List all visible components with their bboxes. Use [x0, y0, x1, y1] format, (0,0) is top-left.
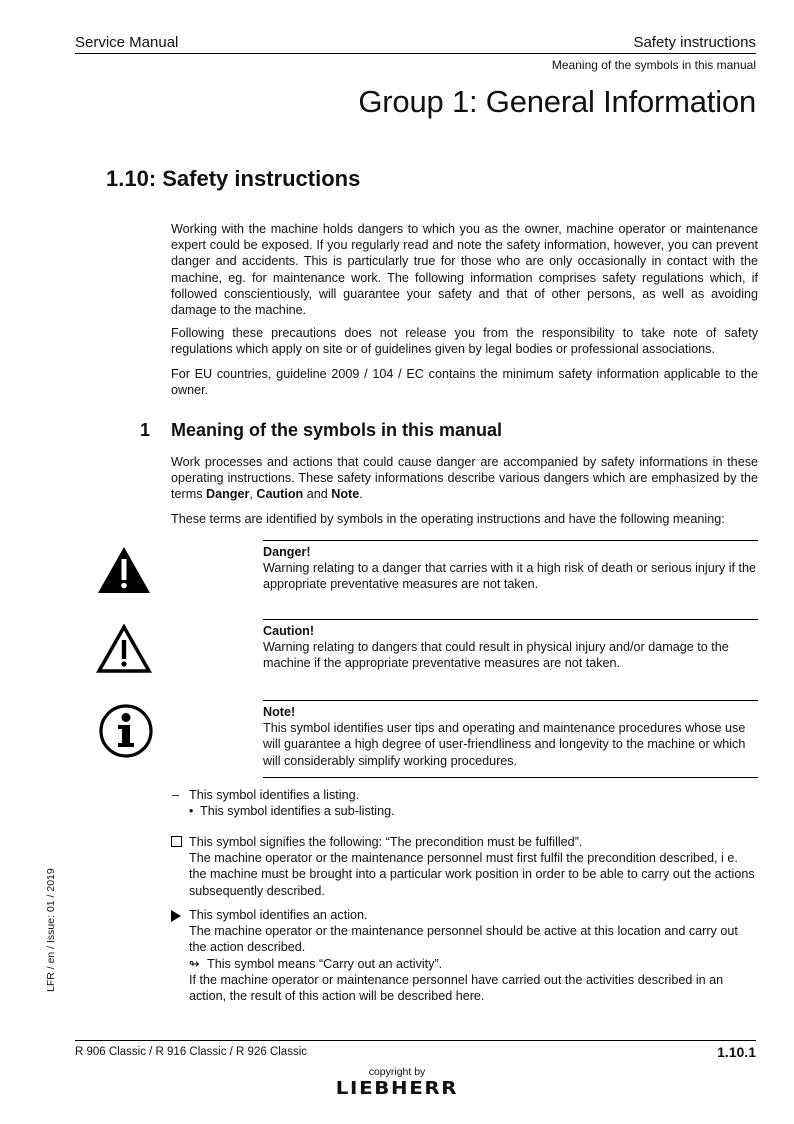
separator: , — [249, 487, 257, 502]
caution-title: Caution! — [263, 624, 315, 638]
note-text: This symbol identifies user tips and operating and maintenance procedures whose use will guarantee a high degree of user-friendliness and longevity to the machine or which will considerably simplify working procedures. — [263, 721, 746, 768]
section-title: 1.10: Safety instructions — [106, 166, 361, 191]
sublisting-bullet: • — [189, 804, 194, 818]
action-text — [189, 907, 758, 1004]
subsection-title: Meaning of the symbols in this manual — [171, 420, 503, 440]
group-title: Group 1: General Information — [358, 84, 756, 119]
side-issue-text: LFR / en / Issue: 01 / 2019 — [45, 868, 57, 992]
danger-block — [263, 540, 758, 593]
footer-models: R 906 Classic / R 916 Classic / R 926 Classic — [75, 1046, 307, 1058]
action-line-2: The machine operator or the maintenance personnel should be active at this location and carry out the action described. — [189, 924, 738, 955]
action-result — [189, 956, 758, 972]
term-danger: Danger — [205, 487, 250, 502]
precondition-line-2: The machine operator or the maintenance personnel must first fulfil the precondition described, i e. the machine must be brought into a particular work position in order to be able to carry out the actions subsequently described. — [189, 851, 755, 898]
precondition-line-1: This symbol signifies the following: “The precondition must be fulfilled”. — [189, 835, 583, 849]
symbols-bottom-rule — [263, 777, 758, 778]
term-caution: Caution — [256, 487, 304, 502]
result-arrow-icon: ↬ — [189, 956, 200, 971]
intro-paragraph-3: For EU countries, guideline 2009 / 104 / EC contains the minimum safety information applicable to the owner. — [171, 367, 758, 398]
note-title: Note! — [263, 705, 296, 719]
danger-title: Danger! — [263, 545, 311, 559]
sublisting-text: This symbol identifies a sub-listing. — [200, 804, 395, 818]
subsection-paragraph-2: These terms are identified by symbols in the operating instructions and have the following meaning: — [171, 512, 725, 526]
header-rule — [75, 53, 756, 54]
action-arrow-icon — [171, 910, 181, 922]
header-manual-title: Service Manual — [75, 34, 179, 51]
paragraph-end: . — [359, 487, 363, 502]
caution-text: Warning relating to dangers that could result in physical injury and/or damage to the machine if the appropriate preventative measures are not taken. — [263, 640, 729, 671]
action-line-3: If the machine operator or maintenance personnel have carried out the activities described in an action, the result of this action will be described here. — [189, 972, 724, 1004]
checkbox-square-icon — [171, 836, 182, 847]
action-line-1: This symbol identifies an action. — [189, 908, 368, 922]
precondition-text — [189, 834, 758, 899]
subsection-number: 1 — [140, 420, 151, 440]
listing-text: This symbol identifies a listing. — [189, 788, 360, 802]
intro-paragraph-1: Working with the machine holds dangers to which you as the owner, machine operator or maintenance expert could be exposed. If you regularly read and note the safety information, however, you can prevent danger and accidents. This is particularly true for those who are only occasionally in contact with the machine, eg. for maintenance work. The following information comprises safety regulations which, if followed conscientiously, will guarantee your safety and that of other persons, as well as avoiding damage to the machine. — [171, 222, 758, 318]
subsection-paragraph-1 — [171, 454, 758, 503]
caution-warning-triangle-outline-icon — [96, 624, 152, 674]
danger-warning-triangle-filled-icon — [96, 545, 152, 595]
danger-text: Warning relating to a danger that carries with it a high risk of death or serious injury if the appropriate preventative measures are not taken. — [263, 561, 757, 592]
header-section-title: Safety instructions — [633, 34, 756, 51]
footer-page-number: 1.10.1 — [717, 1044, 756, 1060]
term-note: Note — [331, 487, 360, 502]
intro-paragraph-2: Following these precautions does not release you from the responsibility to take note of safety regulations which apply on site or of guidelines given by legal bodies or professional associations. — [171, 326, 758, 357]
liebherr-logo: LIEBHERR — [335, 1078, 459, 1099]
footer-copyright: copyright by — [368, 1066, 426, 1078]
note-block — [263, 700, 758, 769]
caution-block — [263, 619, 758, 672]
listing-dash: – — [172, 788, 180, 802]
paragraph-text: Work processes and actions that could cause danger are accompanied by safety informations in these operating instructions. These safety informations describe various dangers which are emphasized by the terms — [171, 455, 758, 502]
result-text: This symbol means “Carry out an activity”. — [207, 956, 443, 971]
header-subtitle: Meaning of the symbols in this manual — [551, 58, 756, 72]
separator: and — [303, 487, 332, 502]
footer-rule — [75, 1040, 756, 1041]
info-circle-icon — [98, 703, 154, 759]
